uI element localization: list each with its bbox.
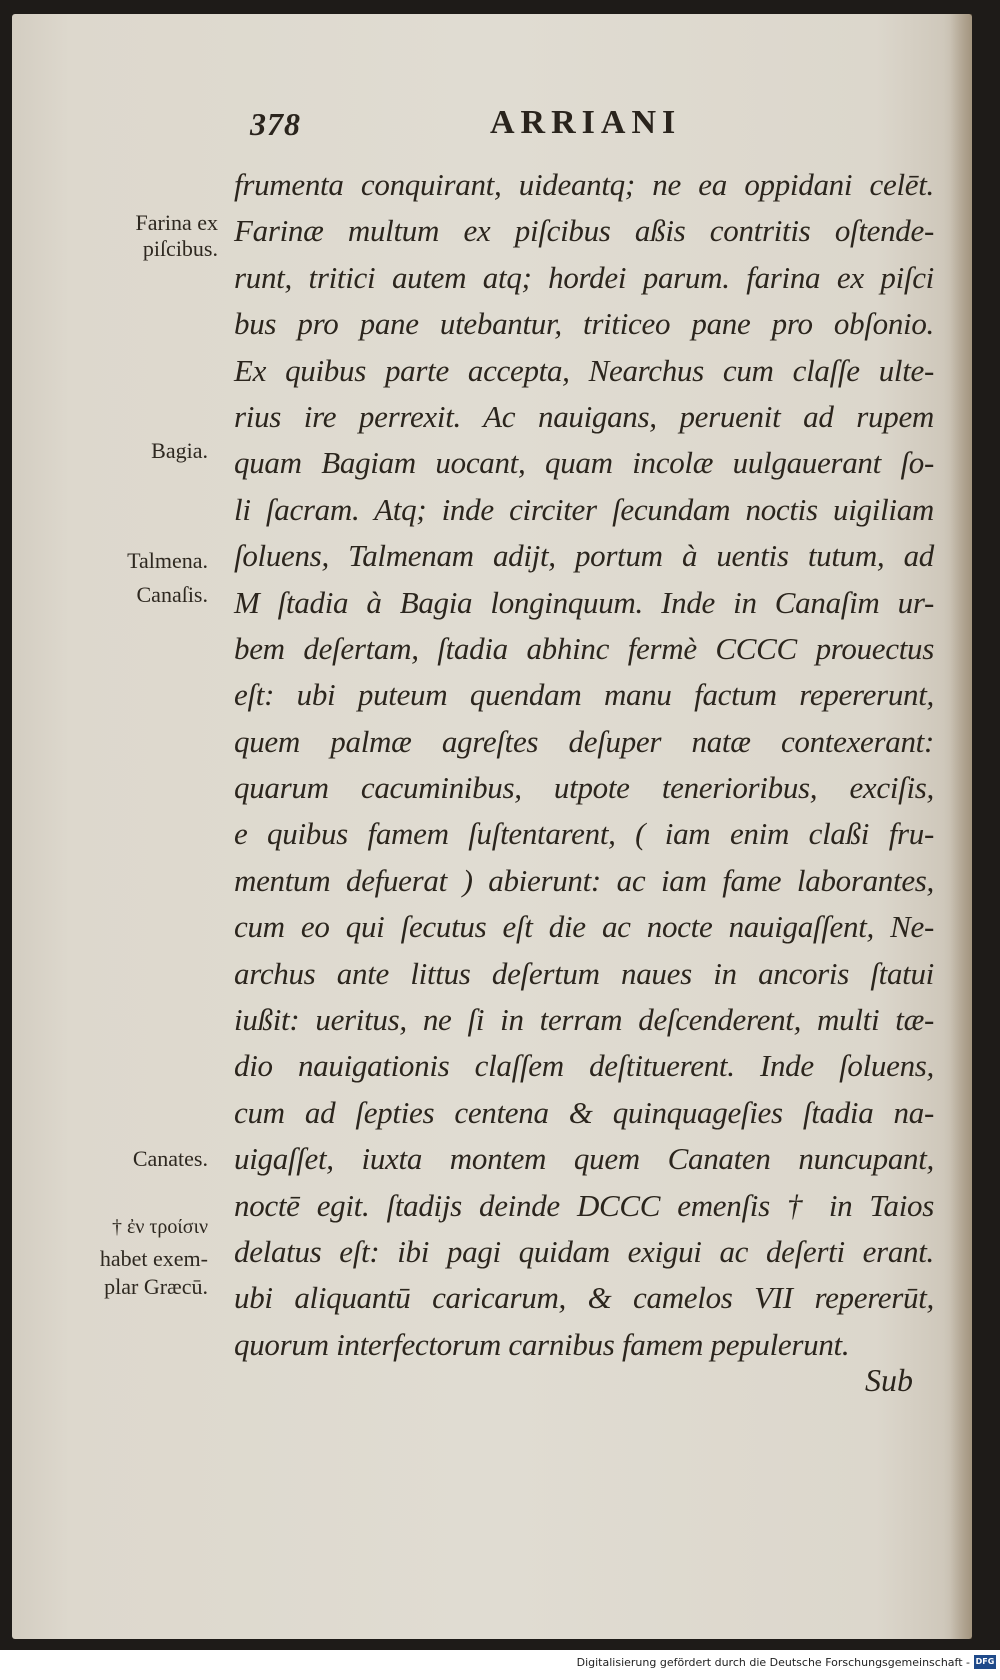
margin-note-greek: † ἐν τροίσιν <box>111 1216 208 1238</box>
text-line: runt, tritici autem atq; hordei parum. farina ex piſci <box>234 259 934 295</box>
text-line: delatus eſt: ibi pagi quidam exigui ac deſerti erant. <box>234 1233 934 1269</box>
footer-bar <box>0 1650 1000 1680</box>
margin-note-talmena: Talmena. <box>127 548 208 573</box>
text-line: iußit: ueritus, ne ſi in terram deſcenderent, multi tæ- <box>234 1002 934 1038</box>
text-line: ubi aliquantū caricarum, & camelos VII repererūt, <box>234 1280 934 1316</box>
main-text-block <box>234 162 934 1368</box>
text-line: uigaſſet, iuxta montem quem Canaten nuncupant, <box>234 1141 934 1177</box>
margin-note-bagia: Bagia. <box>151 438 208 463</box>
catchword: Sub <box>865 1362 913 1398</box>
running-head <box>240 100 710 150</box>
page-edge-shadow <box>950 14 972 1639</box>
margin-note-canates: Canates. <box>132 1146 208 1171</box>
text-line: cum ad ſepties centena & quinquageſies ſtadia na- <box>234 1094 934 1130</box>
margin-note-habet: habet exem- <box>99 1246 208 1271</box>
text-line: rius ire perrexit. Ac nauigans, peruenit ad rupem <box>234 398 934 434</box>
text-line: dio nauigationis claſſem deſtituerent. Inde ſoluens, <box>234 1048 934 1084</box>
text-line: mentum defuerat ) abierunt: ac iam fame laborantes, <box>234 862 934 898</box>
page-number: 378 <box>250 106 301 142</box>
text-line: quarum cacuminibus, utpote tenerioribus, exciſis, <box>234 770 934 806</box>
footer-credit: Digitalisierung gefördert durch die Deutsche Forschungsgemeinschaft - <box>576 1656 970 1669</box>
text-line: quorum interfectorum carnibus famem pepulerunt. <box>234 1326 850 1362</box>
text-line: Ex quibus parte accepta, Nearchus cum claſſe ulte- <box>234 352 934 388</box>
text-line: quem palmæ agreſtes deſuper natæ contexerant: <box>234 723 934 759</box>
margin-note-farina: Farina ex piſcibus. <box>135 210 218 261</box>
text-line: quam Bagiam uocant, quam incolæ uulgauerant ſo- <box>234 445 934 481</box>
margin-note-plar: plar Græcū. <box>104 1274 208 1299</box>
dfg-logo: DFG <box>974 1655 996 1669</box>
text-line: e quibus famem ſuſtentarent, ( iam enim claßi fru- <box>234 816 934 852</box>
text-line: bus pro pane utebantur, triticeo pane pro obſonio. <box>234 306 934 342</box>
margin-note-canasis: Canaſis. <box>136 582 208 607</box>
text-line: M ſtadia à Bagia longinquum. Inde in Canaſim ur- <box>234 584 934 620</box>
text-line: frumenta conquirant, uideantq; ne ea oppidani celēt. <box>234 167 934 202</box>
running-title: ARRIANI <box>490 104 682 141</box>
text-line: bem deſertam, ſtadia abhinc fermè CCCC prouectus <box>234 630 934 666</box>
text-line: eſt: ubi puteum quendam manu factum repererunt, <box>234 677 934 713</box>
text-line: li ſacram. Atq; inde circiter ſecundam noctis uigiliam <box>234 491 934 527</box>
text-line: cum eo qui ſecutus eſt die ac nocte nauigaſſent, Ne- <box>234 909 934 945</box>
text-line: Farinæ multum ex piſcibus aßis contritis oſtende- <box>234 213 934 249</box>
text-line: archus ante littus deſertum naues in ancoris ſtatui <box>234 955 934 991</box>
text-line: noctē egit. ſtadijs deinde DCCC emenſis † in Taios <box>234 1187 934 1223</box>
text-line: ſoluens, Talmenam adijt, portum à uentis tutum, ad <box>234 538 934 574</box>
